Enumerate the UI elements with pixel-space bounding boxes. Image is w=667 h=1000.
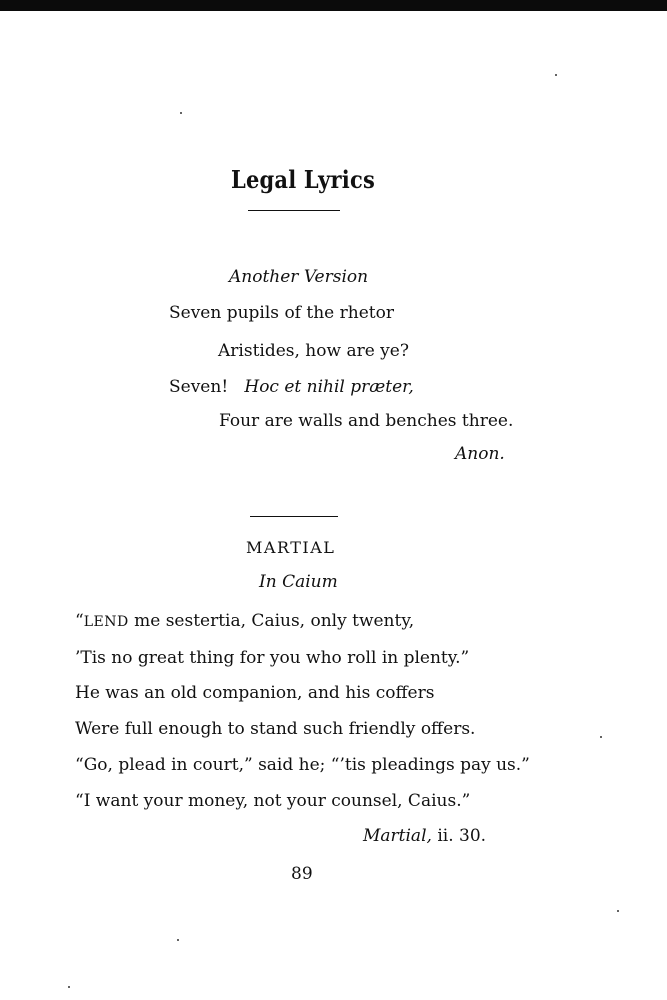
poem1-line: Seven pupils of the rhetor — [169, 303, 394, 323]
poem2-line — [75, 611, 414, 632]
running-title: Legal Lyrics — [231, 165, 375, 194]
attribution-author: Martial, — [363, 826, 432, 846]
poem2-line: He was an old companion, and his coffers — [75, 683, 435, 703]
poem2-line: Were full enough to stand such friendly offers. — [75, 719, 476, 739]
poem2-attribution — [363, 826, 486, 846]
scan-speck — [180, 112, 182, 114]
poem1-attribution: Anon. — [455, 444, 505, 464]
poem2-line: “I want your money, not your counsel, Caius.” — [75, 791, 471, 811]
section2-subtitle: In Caium — [259, 572, 338, 592]
section-divider — [250, 516, 338, 517]
poem1-line3-latin: Hoc et nihil præter, — [244, 377, 414, 397]
poem2-line: “Go, plead in court,” said he; “’tis pleadings pay us.” — [75, 755, 530, 775]
poem1-line3-start: Seven! — [169, 377, 229, 397]
scan-speck — [600, 736, 602, 738]
scan-speck — [68, 986, 70, 988]
section2-heading: MARTIAL — [246, 538, 336, 557]
poem1-line — [169, 377, 414, 397]
page-number: 89 — [291, 864, 313, 884]
scan-top-border — [0, 0, 667, 11]
title-rule — [248, 210, 340, 211]
attribution-reference: ii. 30. — [431, 826, 487, 846]
scan-speck — [617, 910, 619, 912]
poem1-line: Four are walls and benches three. — [219, 411, 514, 431]
line1-rest: me sestertia, Caius, only twenty, — [128, 611, 415, 631]
scan-speck — [555, 74, 557, 76]
section1-subtitle: Another Version — [229, 267, 369, 287]
scan-speck — [177, 939, 179, 941]
lead-word: LEND — [83, 614, 129, 630]
poem2-line: ’Tis no great thing for you who roll in plenty.” — [75, 648, 470, 668]
poem1-line: Aristides, how are ye? — [218, 341, 409, 361]
opening-quote: “ — [75, 611, 84, 631]
